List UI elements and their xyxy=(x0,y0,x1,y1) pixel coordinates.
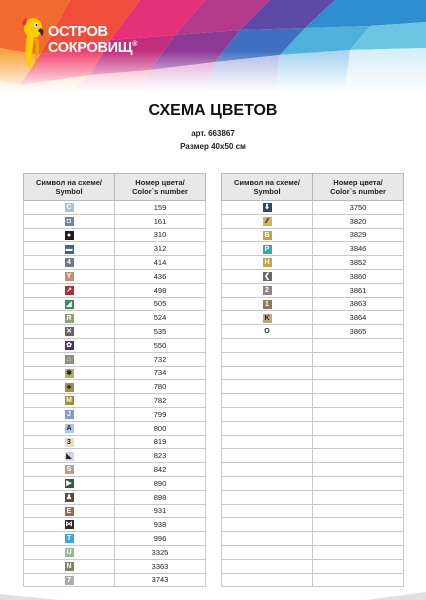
symbol-cell xyxy=(24,545,115,559)
color-number-cell xyxy=(313,490,404,504)
symbol-cell xyxy=(24,518,115,532)
color-number-cell xyxy=(313,407,404,421)
symbol-cell xyxy=(222,532,313,546)
color-symbol: ◣ xyxy=(66,452,72,460)
color-number-cell xyxy=(313,476,404,490)
symbol-cell xyxy=(222,338,313,352)
color-number-cell: 3852 xyxy=(313,256,404,270)
symbol-cell xyxy=(24,311,115,325)
table-row xyxy=(24,297,206,311)
color-legend-table-right xyxy=(221,173,404,587)
color-number-cell xyxy=(313,449,404,463)
symbol-cell xyxy=(222,311,313,325)
color-symbol: O xyxy=(264,328,270,336)
table-row xyxy=(24,518,206,532)
color-number-cell xyxy=(313,532,404,546)
color-symbol: 3 xyxy=(65,438,74,447)
number-column-header: Номер цвета/ Color`s number xyxy=(313,174,404,201)
table-row xyxy=(222,518,404,532)
color-number-cell: 931 xyxy=(115,504,206,518)
table-row xyxy=(222,504,404,518)
table-row xyxy=(222,214,404,228)
table-row xyxy=(222,338,404,352)
symbol-cell xyxy=(24,242,115,256)
color-number-cell xyxy=(313,394,404,408)
parrot-logo-icon xyxy=(18,14,48,76)
symbol-cell xyxy=(24,490,115,504)
color-symbol: ✱ xyxy=(66,369,72,377)
color-symbol: ♟ xyxy=(65,493,73,501)
color-number-cell: 819 xyxy=(115,435,206,449)
symbol-cell xyxy=(222,504,313,518)
color-symbol: ↗ xyxy=(66,286,72,294)
color-symbol: ⬇ xyxy=(264,204,270,212)
symbol-cell xyxy=(24,449,115,463)
symbol-cell xyxy=(222,463,313,477)
table-row xyxy=(222,256,404,270)
color-number-cell xyxy=(313,352,404,366)
color-number-cell: 3829 xyxy=(313,228,404,242)
symbol-cell xyxy=(24,256,115,270)
color-number-cell: 161 xyxy=(115,214,206,228)
color-symbol: P xyxy=(263,245,272,254)
color-symbol: ❮ xyxy=(264,273,270,281)
symbol-cell xyxy=(222,421,313,435)
header-banner xyxy=(0,0,426,92)
color-number-cell xyxy=(313,421,404,435)
color-symbol: N xyxy=(66,562,72,570)
table-row xyxy=(24,366,206,380)
color-symbol: T xyxy=(65,534,74,543)
table-row xyxy=(222,228,404,242)
table-row xyxy=(24,532,206,546)
table-row xyxy=(222,435,404,449)
table-row xyxy=(24,463,206,477)
color-number-cell: 799 xyxy=(115,407,206,421)
color-symbol: ✕ xyxy=(66,328,72,336)
symbol-cell xyxy=(222,476,313,490)
symbol-cell xyxy=(24,283,115,297)
footer-decoration xyxy=(0,590,426,600)
symbol-cell xyxy=(24,407,115,421)
symbol-cell xyxy=(222,449,313,463)
symbol-cell xyxy=(24,573,115,587)
table-row xyxy=(24,573,206,587)
symbol-cell xyxy=(24,297,115,311)
symbol-cell xyxy=(24,338,115,352)
color-symbol: 1 xyxy=(263,300,272,309)
table-row xyxy=(222,559,404,573)
color-symbol: Y xyxy=(65,272,74,281)
symbol-cell xyxy=(24,463,115,477)
color-number-cell: 938 xyxy=(115,518,206,532)
color-number-cell: 3865 xyxy=(313,325,404,339)
color-symbol: ✿ xyxy=(66,342,72,350)
color-symbol: B xyxy=(264,231,270,239)
color-number-cell: 414 xyxy=(115,256,206,270)
table-row xyxy=(222,545,404,559)
color-number-cell: 3743 xyxy=(115,573,206,587)
table-row xyxy=(222,380,404,394)
table-row xyxy=(222,297,404,311)
color-symbol: ● xyxy=(65,231,74,240)
symbol-cell xyxy=(222,325,313,339)
color-symbol: ◢ xyxy=(66,300,72,308)
symbol-cell xyxy=(24,394,115,408)
color-number-cell xyxy=(313,435,404,449)
table-row xyxy=(24,545,206,559)
color-symbol: ⁄⁄ xyxy=(263,217,272,226)
symbol-column-header: Символ на схеме/ Symbol xyxy=(24,174,115,201)
symbol-cell xyxy=(24,559,115,573)
color-number-cell: 3846 xyxy=(313,242,404,256)
symbol-cell xyxy=(24,269,115,283)
table-row xyxy=(222,573,404,587)
table-row xyxy=(24,476,206,490)
color-number-cell: 3860 xyxy=(313,269,404,283)
table-row xyxy=(24,228,206,242)
number-column-header: Номер цвета/ Color`s number xyxy=(115,174,206,201)
page-title: СХЕМА ЦВЕТОВ xyxy=(148,102,278,119)
symbol-cell xyxy=(24,228,115,242)
color-number-cell: 782 xyxy=(115,394,206,408)
table-body-right xyxy=(222,201,404,587)
color-number-cell xyxy=(313,545,404,559)
color-number-cell: 3363 xyxy=(115,559,206,573)
brand-line-2: СОКРОВИЩ® xyxy=(48,40,138,56)
symbol-cell xyxy=(222,269,313,283)
color-number-cell xyxy=(313,573,404,587)
table-body-left xyxy=(24,201,206,587)
table-row xyxy=(222,325,404,339)
color-symbol: ◘ xyxy=(65,217,74,226)
table-row xyxy=(222,269,404,283)
color-number-cell: 732 xyxy=(115,352,206,366)
symbol-cell xyxy=(24,325,115,339)
color-number-cell: 312 xyxy=(115,242,206,256)
article-number: арт. 663867 xyxy=(191,129,235,138)
symbol-cell xyxy=(24,504,115,518)
color-number-cell: 842 xyxy=(115,463,206,477)
color-number-cell: 3325 xyxy=(115,545,206,559)
color-number-cell xyxy=(313,559,404,573)
color-number-cell: 890 xyxy=(115,476,206,490)
table-row xyxy=(24,269,206,283)
color-number-cell: 800 xyxy=(115,421,206,435)
table-row xyxy=(24,242,206,256)
symbol-cell xyxy=(24,532,115,546)
symbol-cell xyxy=(24,380,115,394)
symbol-cell xyxy=(24,352,115,366)
table-row xyxy=(24,449,206,463)
table-header-row xyxy=(222,174,404,201)
table-row xyxy=(222,283,404,297)
symbol-cell xyxy=(222,201,313,215)
color-number-cell xyxy=(313,338,404,352)
color-symbol: A xyxy=(66,424,72,432)
color-number-cell: 3863 xyxy=(313,297,404,311)
table-row xyxy=(24,311,206,325)
color-number-cell: 3750 xyxy=(313,201,404,215)
symbol-cell xyxy=(222,545,313,559)
color-number-cell: 734 xyxy=(115,366,206,380)
table-row xyxy=(222,449,404,463)
symbol-cell xyxy=(222,559,313,573)
color-symbol: U xyxy=(66,549,72,557)
color-number-cell: 159 xyxy=(115,201,206,215)
symbol-cell xyxy=(24,476,115,490)
table-row xyxy=(24,559,206,573)
table-row xyxy=(222,490,404,504)
color-number-cell: 535 xyxy=(115,325,206,339)
color-symbol: M xyxy=(66,397,72,405)
table-row xyxy=(222,352,404,366)
color-symbol: 2 xyxy=(263,286,272,295)
color-symbol: R xyxy=(66,314,72,322)
symbol-cell xyxy=(222,573,313,587)
table-row xyxy=(222,242,404,256)
color-symbol: ⌂ xyxy=(65,355,74,364)
table-row xyxy=(222,463,404,477)
table-row xyxy=(222,532,404,546)
table-row xyxy=(24,338,206,352)
symbol-cell xyxy=(222,380,313,394)
canvas-size: Размер 40х50 см xyxy=(180,142,246,151)
color-symbol: ⋈ xyxy=(65,521,73,529)
color-number-cell: 823 xyxy=(115,449,206,463)
table-row xyxy=(222,311,404,325)
table-row xyxy=(24,490,206,504)
table-row xyxy=(24,421,206,435)
symbol-cell xyxy=(222,228,313,242)
table-row xyxy=(222,366,404,380)
color-symbol: S xyxy=(65,465,74,474)
color-symbol: J xyxy=(65,410,74,419)
color-number-cell: 436 xyxy=(115,269,206,283)
color-symbol: 4 xyxy=(65,258,74,267)
color-symbol: K xyxy=(264,314,270,322)
color-number-cell: 505 xyxy=(115,297,206,311)
color-number-cell xyxy=(313,518,404,532)
table-row xyxy=(222,201,404,215)
brand-line-1: ОСТРОВ xyxy=(48,24,108,40)
color-number-cell: 780 xyxy=(115,380,206,394)
table-row xyxy=(24,380,206,394)
color-number-cell xyxy=(313,504,404,518)
symbol-cell xyxy=(222,435,313,449)
table-row xyxy=(24,352,206,366)
symbol-cell xyxy=(24,435,115,449)
symbol-cell xyxy=(222,407,313,421)
symbol-cell xyxy=(222,283,313,297)
color-number-cell xyxy=(313,380,404,394)
table-header-row xyxy=(24,174,206,201)
color-number-cell: 524 xyxy=(115,311,206,325)
table-row xyxy=(24,435,206,449)
table-row xyxy=(24,214,206,228)
symbol-cell xyxy=(24,214,115,228)
table-row xyxy=(222,476,404,490)
table-row xyxy=(24,407,206,421)
symbol-cell xyxy=(222,242,313,256)
table-row xyxy=(24,283,206,297)
color-symbol: ♣ xyxy=(65,383,74,392)
color-number-cell: 898 xyxy=(115,490,206,504)
symbol-cell xyxy=(222,297,313,311)
table-row xyxy=(222,394,404,408)
color-symbol: H xyxy=(264,259,270,267)
table-row xyxy=(222,421,404,435)
color-number-cell xyxy=(313,366,404,380)
table-row xyxy=(24,504,206,518)
symbol-cell xyxy=(222,214,313,228)
symbol-cell xyxy=(24,421,115,435)
symbol-column-header: Символ на схеме/ Symbol xyxy=(222,174,313,201)
symbol-cell xyxy=(222,352,313,366)
table-row xyxy=(222,407,404,421)
color-number-cell: 310 xyxy=(115,228,206,242)
color-symbol: ▬ xyxy=(65,245,73,253)
table-row xyxy=(24,201,206,215)
color-number-cell: 550 xyxy=(115,338,206,352)
symbol-cell xyxy=(24,201,115,215)
color-number-cell: 996 xyxy=(115,532,206,546)
color-symbol: ▶ xyxy=(66,480,72,488)
symbol-cell xyxy=(222,518,313,532)
color-symbol: C xyxy=(66,204,72,212)
color-number-cell xyxy=(313,463,404,477)
color-symbol: E xyxy=(65,507,74,516)
table-row xyxy=(24,394,206,408)
symbol-cell xyxy=(222,490,313,504)
color-number-cell: 3864 xyxy=(313,311,404,325)
symbol-cell xyxy=(222,256,313,270)
color-number-cell: 3820 xyxy=(313,214,404,228)
symbol-cell xyxy=(24,366,115,380)
table-row xyxy=(24,325,206,339)
color-legend-table-left xyxy=(23,173,206,587)
symbol-cell xyxy=(222,366,313,380)
table-row xyxy=(24,256,206,270)
symbol-cell xyxy=(222,394,313,408)
color-number-cell: 498 xyxy=(115,283,206,297)
color-symbol: 7 xyxy=(65,576,74,585)
color-number-cell: 3861 xyxy=(313,283,404,297)
